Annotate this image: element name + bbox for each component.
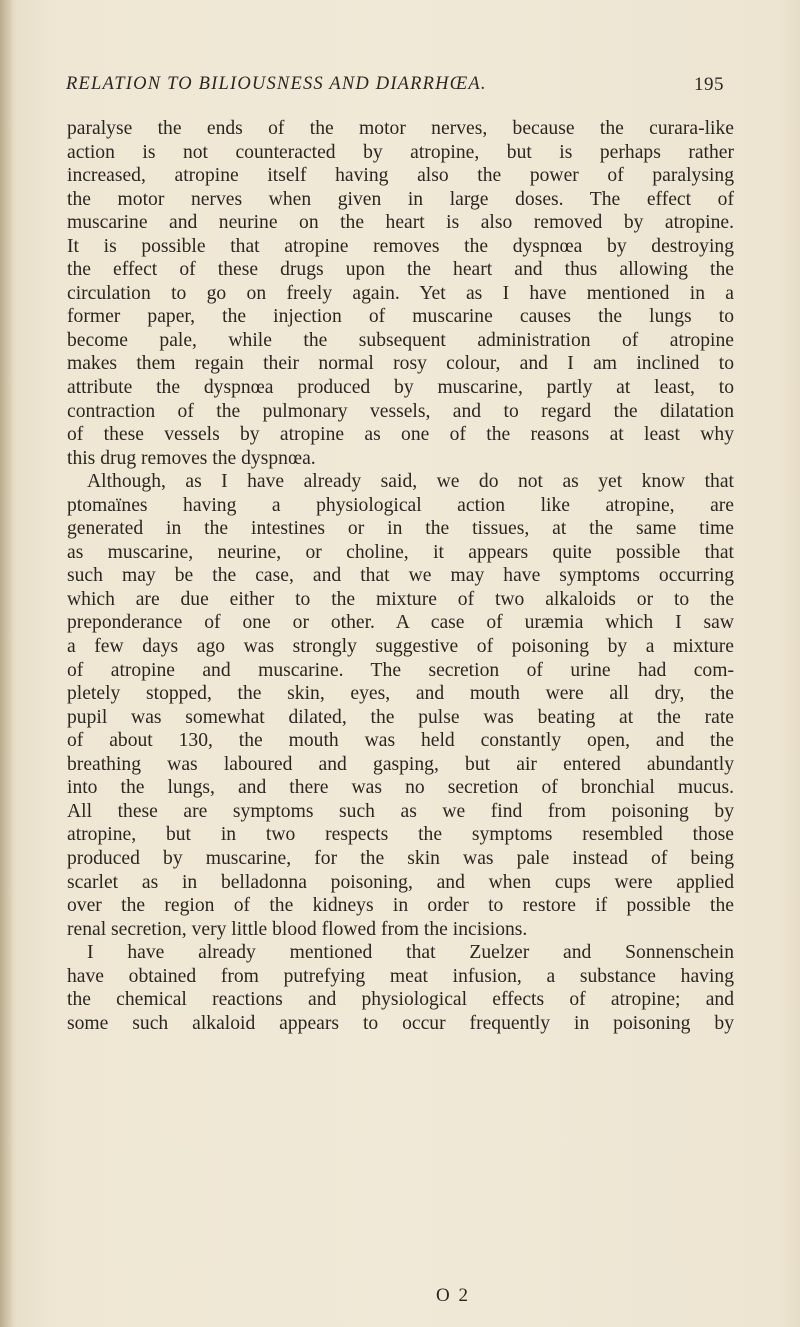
text-line: former paper, the injection of muscarine causes the lungs to [67, 306, 734, 328]
text-line: this drug removes the dyspnœa. [67, 447, 316, 469]
text-line: action is not counteracted by atropine, but is perhaps rather [67, 141, 734, 163]
page-header [66, 74, 724, 100]
text-line: become pale, while the subsequent administration of atropine [67, 329, 734, 351]
text-line: renal secretion, very little blood flowed from the incisions. [67, 918, 528, 940]
signature-mark: O 2 [436, 1285, 470, 1306]
text-line: of atropine and muscarine. The secretion of urine had com- [67, 659, 734, 681]
page-number: 195 [694, 74, 724, 95]
text-line: over the region of the kidneys in order to restore if possible the [67, 895, 734, 917]
running-head: RELATION TO BILIOUSNESS AND DIARRHŒA. [66, 74, 487, 94]
text-line: produced by muscarine, for the skin was pale instead of being [67, 847, 734, 869]
text-line: makes them regain their normal rosy colour, and I am inclined to [67, 353, 734, 375]
text-line: as muscarine, neurine, or choline, it appears quite possible that [67, 541, 734, 563]
text-line: I have already mentioned that Zuelzer and Sonnenschein [87, 942, 734, 964]
text-line: of these vessels by atropine as one of the reasons at least why [67, 424, 734, 446]
text-line: attribute the dyspnœa produced by muscarine, partly at least, to [67, 377, 734, 399]
text-line: such may be the case, and that we may have symptoms occurring [67, 565, 734, 587]
text-line: muscarine and neurine on the heart is also removed by atropine. [67, 212, 734, 234]
text-line: paralyse the ends of the motor nerves, because the curara-like [67, 118, 734, 139]
text-line: of about 130, the mouth was held constantly open, and the [67, 730, 734, 752]
text-line: ptomaïnes having a physiological action like atropine, are [67, 494, 734, 516]
text-line: a few days ago was strongly suggestive of poisoning by a mixture [67, 636, 734, 658]
text-line: breathing was laboured and gasping, but air entered abundantly [67, 753, 734, 775]
text-line: It is possible that atropine removes the dyspnœa by destroying [67, 235, 734, 257]
gutter-shadow [0, 0, 14, 1327]
text-line: All these are symptoms such as we find from poisoning by [67, 800, 734, 822]
text-line: scarlet as in belladonna poisoning, and when cups were applied [67, 871, 734, 893]
text-line: contraction of the pulmonary vessels, and to regard the dilatation [67, 400, 734, 422]
text-line: have obtained from putrefying meat infusion, a substance having [67, 965, 734, 987]
text-line: circulation to go on freely again. Yet as I have mentioned in a [67, 282, 734, 304]
text-line: pletely stopped, the skin, eyes, and mouth were all dry, the [67, 683, 734, 705]
text-line: Although, as I have already said, we do not as yet know that [87, 471, 734, 493]
text-line: generated in the intestines or in the tissues, at the same time [67, 518, 734, 540]
text-line: increased, atropine itself having also the power of paralysing [67, 165, 734, 187]
text-line: the chemical reactions and physiological effects of atropine; and [67, 989, 734, 1011]
text-line: pupil was somewhat dilated, the pulse was beating at the rate [67, 706, 734, 728]
text-line: atropine, but in two respects the symptoms resembled those [67, 824, 734, 846]
text-line: preponderance of one or other. A case of uræmia which I saw [67, 612, 734, 634]
text-line: into the lungs, and there was no secretion of bronchial mucus. [67, 777, 734, 799]
text-line: some such alkaloid appears to occur frequently in poisoning by [67, 1012, 734, 1034]
text-line: which are due either to the mixture of two alkaloids or to the [67, 588, 734, 610]
body-text [67, 117, 734, 1035]
text-line: the effect of these drugs upon the heart and thus allowing the [67, 259, 734, 281]
text-line: the motor nerves when given in large doses. The effect of [67, 188, 734, 210]
